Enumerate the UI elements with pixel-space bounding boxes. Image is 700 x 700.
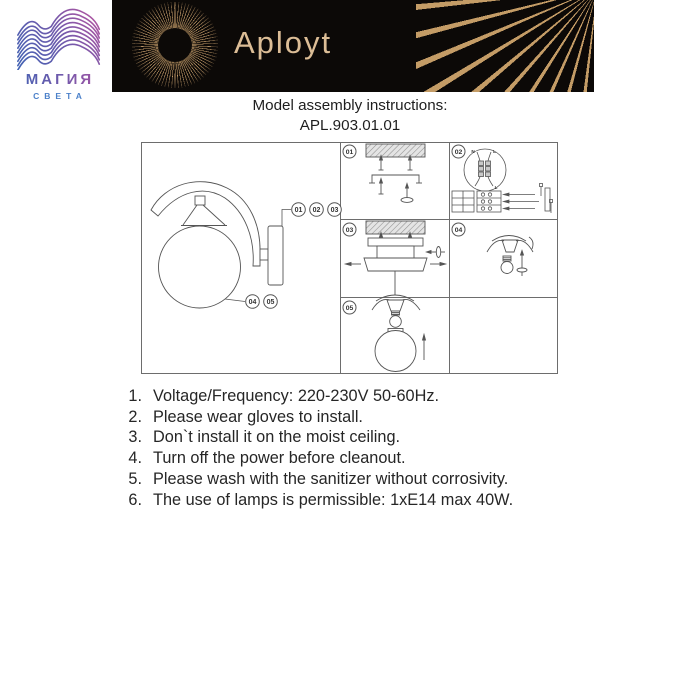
svg-text:05: 05 [345,305,354,312]
item-text: Please wear gloves to install. [153,407,363,426]
diagram-border [142,143,558,374]
callout-plate [292,203,342,217]
svg-text:04: 04 [454,227,463,234]
item-number: 5. [128,469,142,488]
sunburst-core [158,28,192,62]
item-text: Turn off the power before cleanout. [153,449,406,468]
item-text: The use of lamps is permissible: 1xE14 max 40W. [153,490,514,509]
svg-text:04: 04 [248,299,257,306]
item-number: 2. [128,407,142,426]
list-item [118,448,598,469]
glass-sphere [159,226,241,308]
svg-text:03: 03 [345,227,354,234]
svg-text:02: 02 [312,207,321,214]
step3-drawing [346,221,446,295]
list-item [118,469,598,490]
wire-label-l: L [493,149,496,154]
magic-light-waves-icon [16,6,104,70]
model-code: APL.903.01.01 [299,116,401,134]
list-item [118,490,598,511]
wall-plate [268,226,283,285]
step1-drawing [366,144,425,202]
assembly-diagram-svg [141,142,558,374]
svg-text:03: 03 [330,207,339,214]
title-line1: Model assembly instructions: [252,97,448,114]
svg-text:02: 02 [454,149,463,156]
brand-name: Aployt [234,25,333,60]
banner-rays-decoration [416,0,594,92]
item-number: 1. [128,387,142,405]
step2-drawing [452,149,553,213]
wall-lamp-drawing [151,182,341,309]
instruction-list [118,386,598,510]
item-number: 4. [128,449,142,468]
svg-text:01: 01 [294,207,303,214]
item-text: Don`t install it on the moist ceiling. [153,428,401,447]
shop-logo [8,6,112,104]
shop-subtitle: СВЕТА [33,91,87,101]
wire-label-l2: L [494,185,498,190]
assembly-diagram [141,142,558,379]
brand-banner [112,0,594,92]
list-item [118,407,598,428]
svg-text:05: 05 [266,299,275,306]
wire-label-n: N [471,149,475,154]
page-title [0,96,700,135]
item-text: Please wash with the sanitizer without corrosivity. [153,469,509,488]
step5-drawing [372,295,426,372]
list-item [118,386,598,407]
callout-shade [246,295,278,309]
item-number: 6. [128,490,142,509]
list-item [118,427,598,448]
item-number: 3. [128,428,142,447]
shop-title: МАГИЯ [8,71,112,88]
svg-text:01: 01 [345,149,354,156]
step4-drawing [487,236,533,277]
item-text: Voltage/Frequency: 220-230V 50-60Hz. [153,387,440,405]
